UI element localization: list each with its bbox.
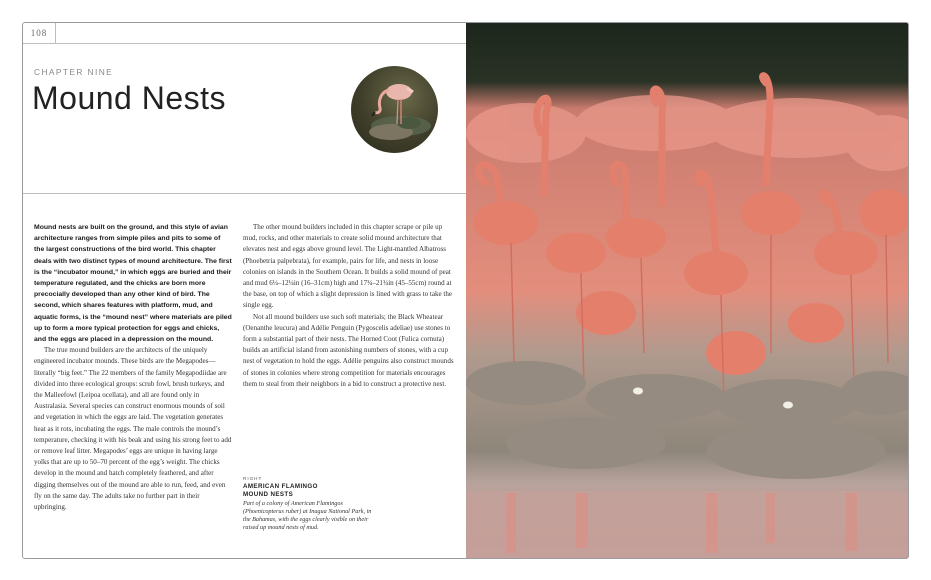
left-page bbox=[23, 23, 466, 558]
caption-title: AMERICAN FLAMINGO bbox=[243, 483, 318, 491]
body-paragraph: Not all mound builders use such soft materials; the Black Wheatear (Oenanthe leucura) and Adélie Penguin (Pygoscelis adeliae) use stones to form a substantial part of their nests. The Horned Coot (Fulica cornuta) builds an artificial island from astonishing numbers of stones, with a cup nest of vegetation to hold the eggs. Adélie penguins also construct mounds of stones in colonies where strong competition for materials encourages them to steal from their neighbors in a bid to construct a protective nest. bbox=[243, 312, 454, 388]
photo-caption bbox=[243, 475, 373, 532]
flamingo-colony-photo bbox=[466, 23, 908, 558]
flamingo-vignette-icon bbox=[351, 66, 438, 153]
folio-bar bbox=[23, 23, 466, 44]
caption-position: RIGHT bbox=[243, 476, 263, 481]
divider-rule bbox=[23, 193, 466, 194]
chapter-label: CHAPTER NINE bbox=[34, 67, 114, 77]
page-number: 108 bbox=[23, 23, 56, 43]
chapter-title: Mound Nests bbox=[32, 80, 227, 116]
text-column-left bbox=[34, 222, 232, 513]
caption-text: Part of a colony of American Flamingos (Phoenicopterus ruber) at Inagua National Park, in the Bahamas, with the eggs clearly visible on their raised up mound nests of mud. bbox=[243, 499, 372, 532]
text-column-right bbox=[243, 222, 455, 390]
body-paragraph: The true mound builders are the architects of the uniquely engineered incubator mounds. These birds are the Megapodes—literally “big feet.” The 22 members of the family Megapodiidae are divided into three ecological groups: scrub fowl, brush turkeys, and the Malleefowl (Leipoa ocellata), and all are found only in Australasia. Several species can construct enormous mounds of soil and vegetation in which the eggs are laid. The vegetation generates heat as it rots, incubating the eggs. The male controls the mound’s temperature, checking it with his beak and using his strong feet to add or remove leaf litter. Megapodes’ eggs are unique in having large yolks that are up to 50–70 percent of the egg’s weight. The chicks develop in the mound and hatch completely feathered, and after digging themselves out of the mound are able to run, feed, and even fly on the same day. The adults take no further part in their upbringing. bbox=[34, 346, 232, 512]
lead-paragraph: Mound nests are built on the ground, and this style of avian architecture ranges from simple piles and pits to some of the largest constructions of the bird world. This chapter deals with two distinct types of mound architecture. The first is the “incubator mound,” in which eggs are buried and their temperature regulated, and the chicks are born more precocially developed than any other kind of bird. The second, which shares features with platform, mud, and aquatic forms, is the “mound nest” where materials are piled up to form a more typical protection for eggs and chicks, and the eggs are placed in a depression on the mound. bbox=[34, 224, 232, 344]
caption-subtitle: MOUND NESTS bbox=[243, 491, 294, 499]
body-paragraph: The other mound builders included in this chapter scrape or pile up mud, rocks, and other materials to create solid mound architecture that elevates nest and eggs above ground level. The Light-mantled Albatross (Phoebetria palpebrata), for example, pairs for life, and nests in loose colonies on islands in the Southern Ocean. It builds a solid mound of peat and mud 6¼–12¼in (16–31cm) high and 17¾–21¾in (45–55cm) round at the base, on top of which a slight depression is lined with grass to take the single egg. bbox=[243, 223, 453, 310]
book-spread bbox=[22, 22, 909, 559]
